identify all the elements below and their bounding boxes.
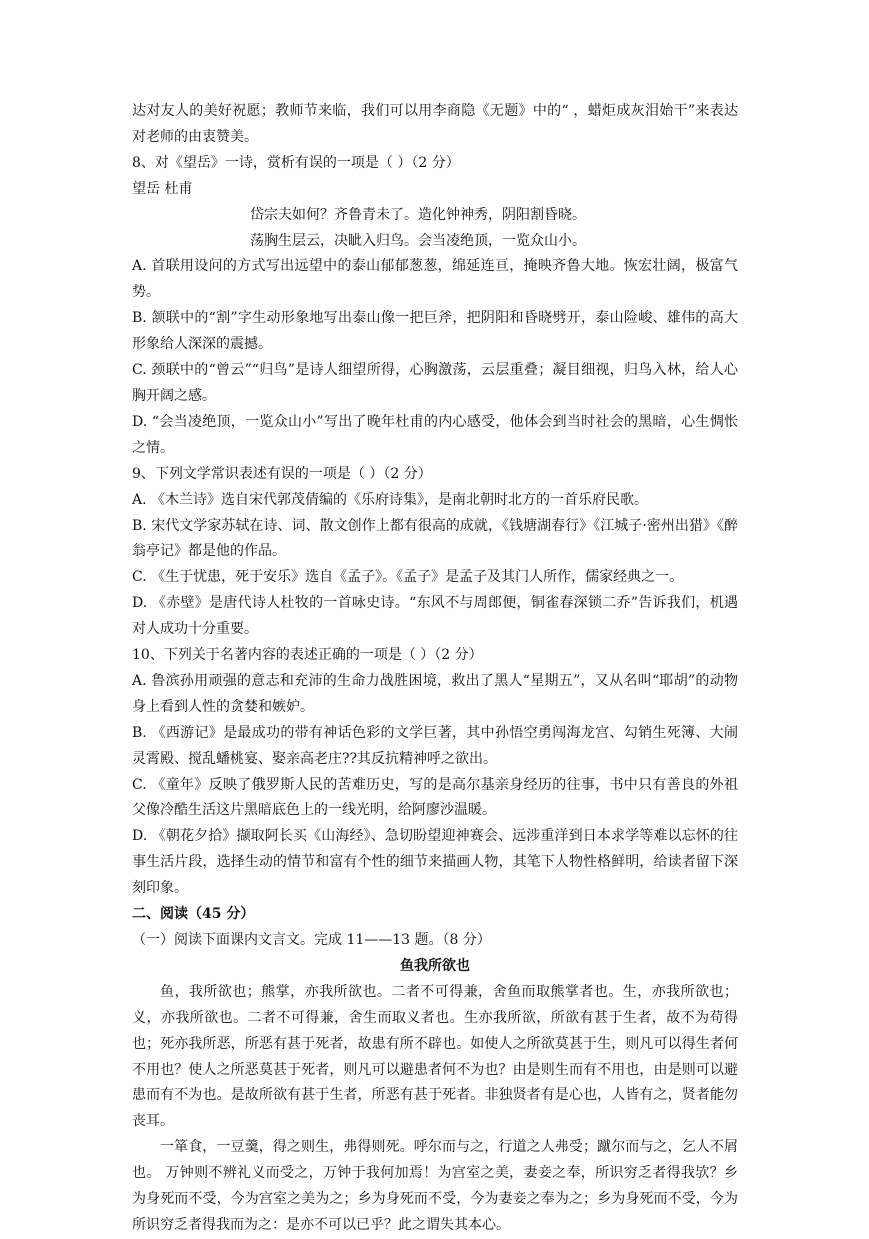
paragraph-continuation: 达对友人的美好祝愿；教师节来临，我们可以用李商隐《无题》中的“ ，蜡炬成灰泪始干”来表达对老师的由衷赞美。: [132, 103, 738, 145]
question-8-option-c: C. 颈联中的“曾云”“归鸟”是诗人细望所得，心胸激荡，云层重叠；凝目细视，归鸟入林，给人心胸开阔之感。: [132, 362, 738, 404]
subsection-heading: （一）阅读下面课内文言文。完成 11——13 题。（8 分）: [132, 932, 491, 948]
poem-title: 望岳 杜甫: [132, 180, 193, 197]
question-9-option-c: C. 《生于忧患，死于安乐》选自《孟子》。《孟子》是孟子及其门人所作，儒家经典之一。: [132, 569, 684, 586]
poem-line-1: 岱宗夫如何？齐鲁青未了。造化钟神秀，阴阳割昏晓。: [250, 206, 586, 223]
poem-line-2: 荡胸生层云，决眦入归鸟。会当凌绝顶，一览众山小。: [250, 232, 586, 249]
question-9-option-d: D. 《赤壁》是唐代诗人杜牧的一首咏史诗。“东风不与周郎便，铜雀春深锁二乔”告诉我们，机遇对人成功十分重要。: [132, 595, 738, 638]
question-10: 10、下列关于名著内容的表述正确的一项是（ ）（2 分）: [132, 647, 483, 664]
question-8-option-d: D. “会当凌绝顶，一览众山小”写出了晚年杜甫的内心感受，他体会到当时社会的黑暗，心生惆怅之情。: [132, 413, 738, 456]
question-9-option-a: A. 《木兰诗》选自宋代郭茂倩编的《乐府诗集》，是南北朝时北方的一首乐府民歌。: [132, 491, 649, 508]
section-heading: 二、阅读（45 分）: [132, 906, 255, 923]
question-10-option-d: D. 《朝花夕拾》撷取阿长买《山海经》、急切盼望迎神赛会、远涉重洋到日本求学等难以忘怀的往事生活片段，选择生动的情节和富有个性的细节来描画人物，其笔下人物性格鲜明，给读者留下深刻印象。: [132, 828, 738, 897]
document-body: [132, 99, 738, 1239]
question-8-option-a: A. 首联用设问的方式写出远望中的泰山郁郁葱葱，绵延连亘，掩映齐鲁大地。恢宏壮阔，极富气势。: [132, 258, 738, 301]
essay-paragraph-2: 一箪食，一豆羹，得之则生，弗得则死。呼尔而与之，行道之人弗受；蹴尔而与之，乞人不屑也。 万钟则不辨礼义而受之，万钟于我何加焉！为宫室之美，妻妾之奉，所识穷乏者得我欤？乡为身死而不受，今为宫室之美为之；乡为身死而不受，今为妻妾之奉为之；乡为身死而不受，今为所识穷乏者得我而为之：是亦不可以已乎？此之谓失其本心。: [132, 1139, 738, 1233]
essay-title: 鱼我所欲也: [400, 957, 470, 974]
question-8: 8、对《望岳》一诗，赏析有误的一项是（ ）（2 分）: [132, 154, 460, 171]
question-9-option-b: B. 宋代文学家苏轼在诗、词、散文创作上都有很高的成就，《钱塘湖春行》《江城子·密州出猎》《醉翁亭记》都是他的作品。: [132, 517, 738, 560]
essay-paragraph-1: 鱼，我所欲也；熊掌，亦我所欲也。二者不可得兼，舍鱼而取熊掌者也。生，亦我所欲也；义，亦我所欲也。二者不可得兼，舍生而取义者也。生亦我所欲，所欲有甚于生者，故不为苟得也；死亦我所恶，所恶有甚于死者，故患有所不辟也。如使人之所欲莫甚于生，则凡可以得生者何不用也？使人之所恶莫甚于死者，则凡可以避患者何不为也？由是则生而有不用也，由是则可以避患而有不为也。是故所欲有甚于生者，所恶有甚于死者。非独贤者有是心也，人皆有之，贤者能勿丧耳。: [132, 983, 738, 1130]
question-10-option-a: A. 鲁滨孙用顽强的意志和充沛的生命力战胜困境，救出了黑人“星期五”，又从名叫“耶胡”的动物身上看到人性的贪婪和嫉妒。: [132, 672, 738, 715]
question-9: 9、下列文学常识表述有误的一项是（ ）（2 分）: [132, 465, 432, 482]
question-8-option-b: B. 颔联中的“割”字生动形象地写出泰山像一把巨斧，把阴阳和昏晓劈开，泰山险峻、雄伟的高大形象给人深深的震撼。: [132, 310, 738, 353]
question-10-option-c: C. 《童年》反映了俄罗斯人民的苦难历史，写的是高尔基亲身经历的往事，书中只有善良的外祖父像冷酷生活这片黑暗底色上的一线光明，给阿廖沙温暖。: [132, 776, 738, 819]
question-10-option-b: B. 《西游记》是最成功的带有神话色彩的文学巨著，其中孙悟空勇闯海龙宫、勾销生死簿、大闹灵霄殿、搅乱蟠桃宴、娶亲高老庄??其反抗精神呼之欲出。: [132, 724, 738, 767]
